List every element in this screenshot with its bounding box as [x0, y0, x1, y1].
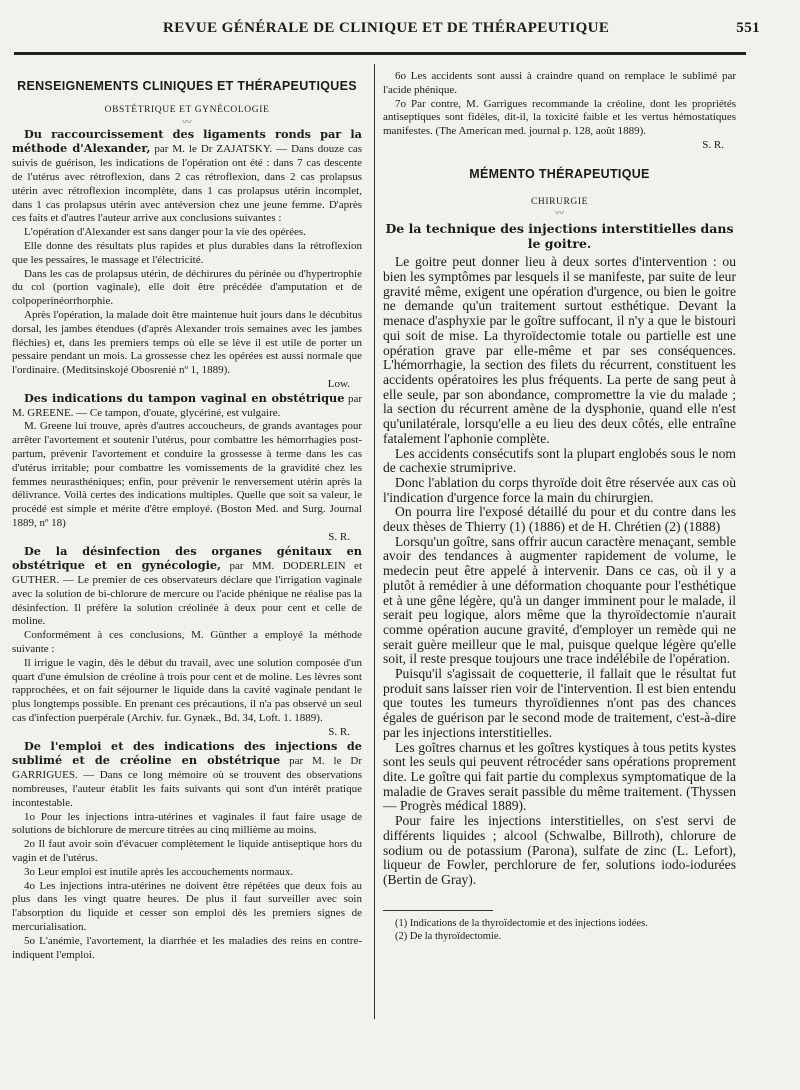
article-1-title: Du raccourcissement des ligaments ronds par la méthode d'Alexander, [12, 126, 362, 156]
header-rule [14, 52, 746, 55]
article-1-para: Dans les cas de prolapsus utérin, de déchirures du périnée ou d'hypertrophie du col (portion vaginale), elle doit être précédée d'amputation et de colpoperinéorrhorphie. [12, 267, 362, 308]
article-3-para: Conformément à ces conclusions, M. Günther a employé la méthode suivante : [12, 629, 362, 656]
article-2-para: M. Greene lui trouve, après d'autres accoucheurs, de grands avantages pour arrêter l'avortement et soutenir l'utérus, pour combattre les hémorrhagies post-partum, prévenir l'avortement et conduire la grossesse à terme dans les cas d'utérus irritable; pour combattre les vomissements de la gravidité chez les femmes neurasthéniques; enfin, pour prévenir le renversement utérin après la délivrance. Voilà certes des indications multiples. Quelle que soit sa valeur, le procédé est simple et mérite d'être employé. (Boston Med. and Surg. Journal 1889, nº 18) [12, 420, 362, 529]
running-header [28, 18, 760, 40]
article-2 [12, 392, 362, 421]
paragraph: Lorsqu'un goître, sans offrir aucun caractère menaçant, semble avoir des tendances à augmenter rapidement de volume, le medecin peut être appelé à intervenir. Dans ce cas, où il y a plutôt à remédier à une déformation choquante pour l'esthétique et à une gêne légère, qu'à un danger imminent pour le malade, il serait peu logique, alors même que la thyroïdectomie n'aurait comme opération aucune gravité, d'employer un remède qui ne serait guère meilleur que le mal, puisque quelque légère qu'elle soit, il reste presque toujours une trace indélébile de l'opération. [383, 533, 736, 667]
article-3-title: De la désinfection des organes génitaux en obstétrique et en gynécologie, [12, 543, 362, 573]
article-3 [12, 545, 362, 630]
signature: S. R. [702, 138, 724, 151]
paragraph: Les goîtres charnus et les goîtres kystiques à tous petits kystes sont les seuls qui peuvent rétrocéder sans opérations proprement dite. Le goître qui fait partie du complexus symptomatique de la maladie de Graves serait passible du même traitement. (Thyssen — Progrès médical 1889). [383, 739, 736, 814]
subsection-title: CHIRURGIE [530, 197, 589, 208]
list-item: 1o Pour les injections intra-utérines et vaginales il faut faire usage de solutions de bichlorure de mercure titrées au cinq millième au moins. [12, 810, 362, 837]
left-column [12, 70, 362, 962]
list-item: 7o Par contre, M. Garrigues recommande la créoline, dont les propriétés antiseptiques sont fidèles, dit-il, la toxicité faible et les vertus hémostatiques manifestes. (The American med. journal p. 128, août 1889). [383, 97, 736, 138]
article-1 [12, 128, 362, 227]
paragraph: Le goitre peut donner lieu à deux sortes d'intervention : ou bien les symptômes par lesquels il se manifeste, par suite de leur gravité même, exigent une opération d'urgence, ou bien le goitre ne demande qu'un traitement surtout esthétique. Devant la menace d'asphyxie par le goître suffocant, il n'y a que le bistouri qui soit de mise. La thyroïdectomie totale ou partielle est une opération grave par elle-même et par ses conséquences. L'hémorrhagie, la section des filets du récurrent, constituent les accidents opératoires les plus fréquents. La perte de sang peut à elle seule, par son abondance, compromettre la vie du malade ; la section du récurrent amène de la dysphonie, quand elle n'est qu'unilatérale, lorsqu'elle a eu lieu des deux côtés, elle entraîne fatalement l'aphonie complète. [383, 254, 736, 446]
signature: S. R. [328, 530, 350, 543]
list-item: 5o L'anémie, l'avortement, la diarrhée et les maladies des reins en contre-indiquent l'emploi. [12, 934, 362, 961]
paragraph: Les accidents consécutifs sont la plupart englobés sous le nom de cachexie strumiprive. [383, 445, 736, 476]
right-column [383, 70, 736, 943]
footnote: (1) Indications de la thyroïdectomie et des injections iodées. [395, 917, 648, 929]
list-item: 2o Il faut avoir soin d'évacuer complètement le liquide antiseptique hors du vagin et de l'utérus. [12, 838, 362, 865]
paragraph: Pour faire les injections interstitielles, on s'est servi de différents liquides ; alcool (Schwalbe, Billroth), chlorure de sodium ou de potassium (Parona), sulfate de zinc (L. Lefort), liqueur de Fowler, perchlorure de fer, solutions iodo-iodurées (Bertin de Gray). [383, 813, 736, 887]
footnote-rule [383, 910, 493, 911]
list-item: 6o Les accidents sont aussi à craindre quand on remplace le sublimé par l'acide phénique. [383, 70, 736, 96]
list-item: 3o Leur emploi est inutile après les accouchements normaux. [24, 865, 294, 878]
section-title: RENSEIGNEMENTS CLINIQUES ET THÉRAPEUTIQUES [17, 79, 357, 93]
paragraph: On pourra lire l'exposé détaillé du pour et du contre dans les deux thèses de Thierry (1) (1886) et de H. Chrétien (2) (1888) [383, 504, 736, 535]
column-divider [374, 64, 375, 1019]
footnote: (2) De la thyroïdectomie. [395, 930, 502, 942]
paragraph: Donc l'ablation du corps thyroïde doit être réservée aux cas où l'indication d'urgence force la main du chirurgien. [383, 474, 736, 505]
article-3-intro: par MM. DODERLEIN et GUTHER. — Le premier de ces observateurs déclare que l'irrigation vaginale avec la solution de bi-chlorure de mercure ou l'acide phénique ne réalise pas la désinfection. Il préfère la solution créolinée à deux pour cent et celle de moline. [12, 560, 362, 628]
subsection-title: OBSTÉTRIQUE ET GYNÉCOLOGIE [104, 104, 270, 115]
journal-title: REVUE GÉNÉRALE DE CLINIQUE ET DE THÉRAPEUTIQUE [163, 20, 610, 36]
article-2-intro: par M. GREENE. — Ce tampon, d'ouate, glycériné, est vulgaire. [12, 392, 362, 419]
page-number: 551 [736, 20, 760, 36]
paragraph: Puisqu'il s'agissait de coquetterie, il fallait que le résultat fut produit sans laisser rien voir de l'intervention. Il est bien entendu que toutes les tumeurs thyroïdiennes n'ont pas des chances égales de guérison par le second mode de traitement, c'est-à-dire par les injections interstitielles. [383, 666, 736, 740]
article-4-title: De l'emploi et des indications des injections de sublimé et de créoline en obstétrique [12, 738, 362, 768]
article-2-title: Des indications du tampon vaginal en obstétrique [24, 390, 345, 405]
signature: Low. [327, 377, 350, 390]
article-1-para: Après l'opération, la malade doit être maintenue huit jours dans le décubitus dorsal, les jambes étendues (d'après Alexander trois semaines avec les jambes fléchies) et, dans les premiers temps où elle se lève il est utile de porter un pessaire pendant un mois. La grossesse chez les opérées est aussi normale que l'ordinaire. (Meditsinskojé Obosrenié nº 1, 1889). [12, 308, 362, 377]
ornament: 〰 [182, 116, 192, 127]
article-title: De la technique des injections interstitielles dans le goitre. [385, 221, 734, 252]
article-1-intro: par M. le Dr ZAJATSKY. — Dans douze cas suivis de guérison, les indications de l'opération ont été : dans 7 cas descente de l'utérus avec rétroflexion, dans 2 cas rétroflexion, dans 2 cas prolapsus utérin avec rétroflexion incomplète, dans 1 cas prolapsus utérin incomplet, dans 1 cas prolapsus utérin avec antéversion chez une jeune femme. D'après ces faits et d'autres l'auteur arrive aux conclusions suivantes : [12, 143, 363, 225]
section-title: MÉMENTO THÉRAPEUTIQUE [469, 166, 650, 181]
article-1-para: L'opération d'Alexander est sans danger pour la vie des opérées. [24, 226, 306, 239]
article-4-intro: par M. le Dr GARRIGUES. — Dans ce long mémoire où se trouvent des observations nombreuses, l'auteur établit les faits suivants qui sont d'un intérêt pratique incontestable. [12, 755, 363, 809]
article-3-para: Il irrigue le vagin, dès le début du travail, avec une solution composée d'un quart d'une émulsion de créoline à trois pour cent et de moline. Les lèvres sont rapprochées, et on fait séjourner le liquide dans la cavité vaginale pendant le plus longtemps possible. En prenant ces précautions, il n'a pas observé un seul cas d'infection puerpérale (Archiv. fur. Gynæk., Bd. 34, Loft. 1. 1889). [12, 656, 362, 725]
article-1-para: Elle donne des résultats plus rapides et plus durables dans la rétroflexion que les pessaires, le massage et l'électricité. [12, 239, 362, 266]
article-4 [12, 740, 362, 811]
signature: S. R. [328, 725, 350, 738]
ornament: 〰 [554, 208, 564, 219]
list-item: 4o Les injections intra-utérines ne doivent être répétées que deux fois au plus dans les vingt quatre heures. De plus il faut surveiller avec soin l'absorption du liquide et cesser son emploi dès les premiers signes de mercurialisation. [12, 879, 362, 934]
